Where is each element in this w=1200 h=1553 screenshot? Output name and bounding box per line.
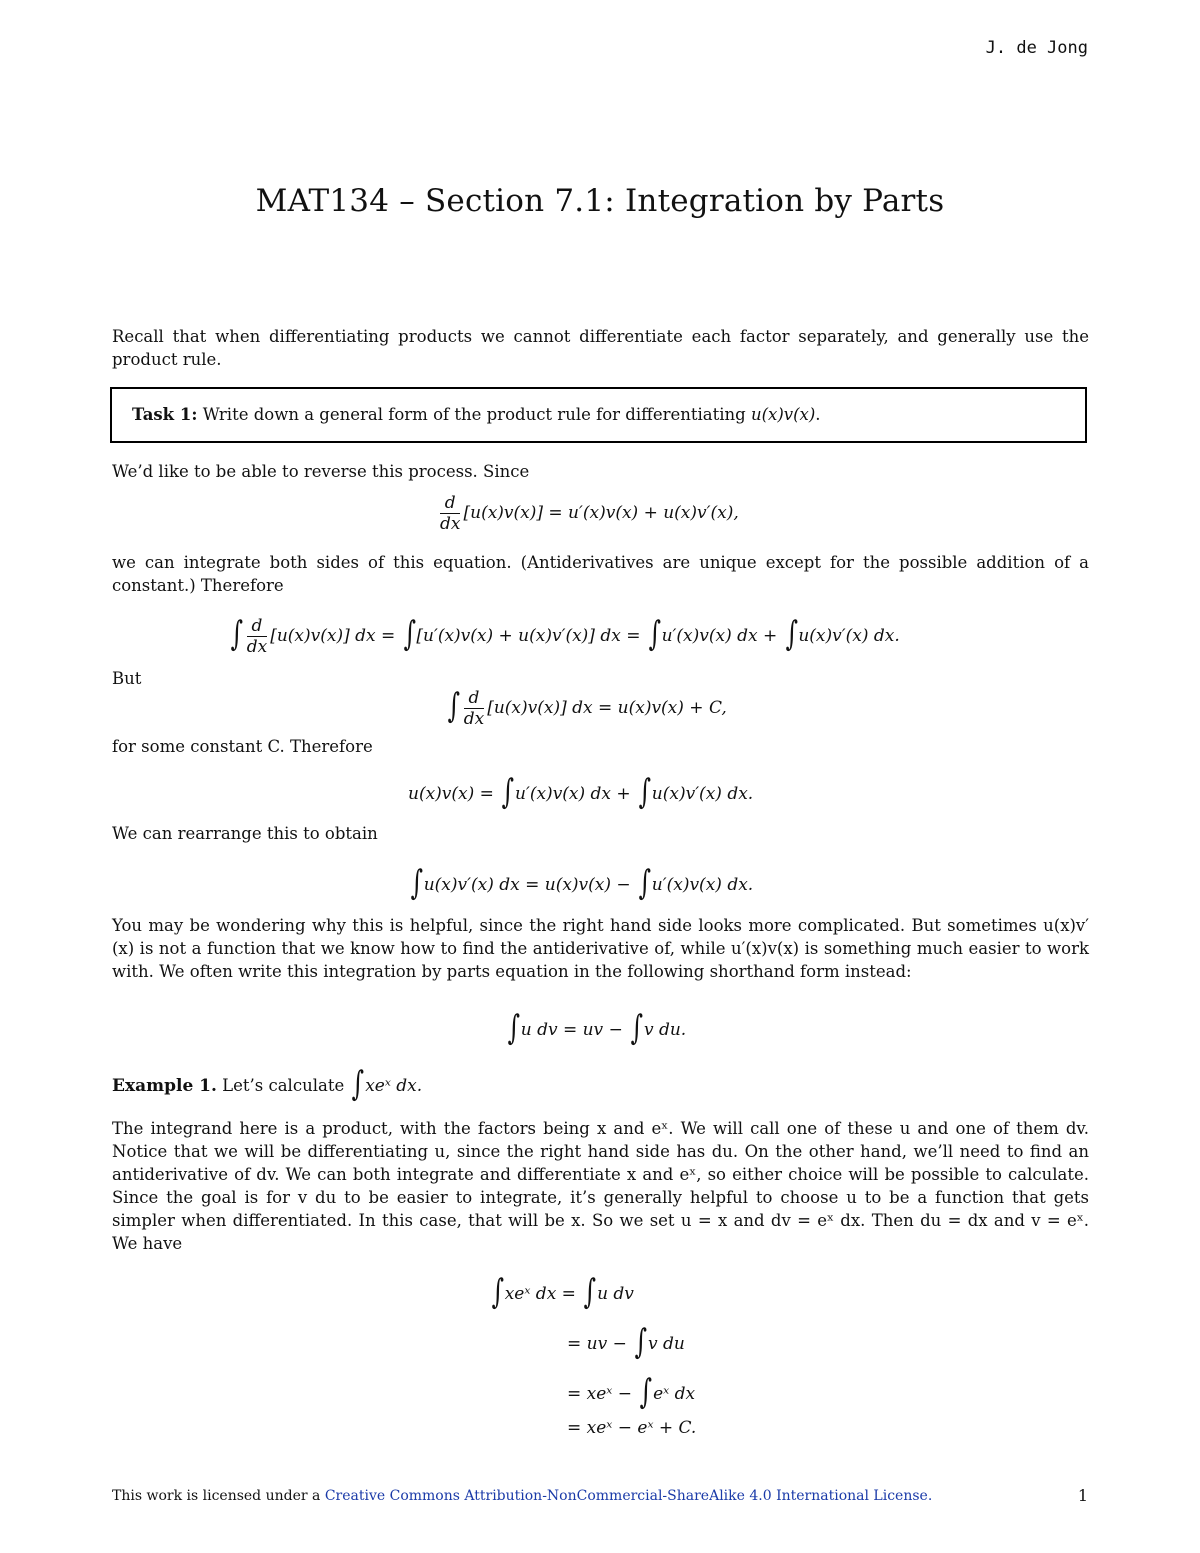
reverse-paragraph: We’d like to be able to reverse this process. Since — [112, 462, 530, 481]
example-math: xeˣ dx. — [365, 1076, 423, 1096]
but-paragraph: But — [112, 669, 142, 688]
page-number: 1 — [1077, 1486, 1088, 1505]
example-heading: Example 1. Let’s calculate ∫xeˣ dx. — [112, 1064, 423, 1104]
aligned-line-2: = uv − ∫v du — [567, 1322, 685, 1362]
equation-antiderivative: ∫ $\frac{d}{dx}$ [u(x)v(x)] dx = u(x)v(x) + C, — [447, 686, 727, 729]
task-line — [132, 405, 821, 424]
derivative-fraction: $\frac{d}{dx}$ — [440, 493, 461, 534]
equation-product-rule: $\frac{d}{dx}$ [u(x)v(x)] = u′(x)v(x) + u(x)v′(x), — [440, 493, 739, 534]
example-text: Let’s calculate — [222, 1076, 345, 1095]
equation-shorthand: ∫u dv = uv − ∫v du. — [507, 1008, 687, 1048]
author-name: J. de Jong — [985, 38, 1088, 58]
task-end: . — [815, 405, 821, 424]
intro-paragraph: Recall that when differentiating products we cannot differentiate each factor separately, and generally use the product rule. — [112, 327, 1089, 369]
example-label: Example 1. — [112, 1076, 217, 1096]
page-title: MAT134 – Section 7.1: Integration by Parts — [255, 183, 945, 219]
equation-integration-by-parts: ∫u(x)v′(x) dx = u(x)v(x) − ∫u′(x)v(x) dx. — [410, 863, 754, 903]
example-paragraph: The integrand here is a product, with the factors being x and eˣ. We will call one of these u and one of them dv. Notice that we will be differentiating u, since the right hand side has du. On the other hand, we’ll need to find an antiderivative of dv. We can both integrate and differentiate x and eˣ, so either choice will be possible to calculate. Since the goal is for v du to be easier to integrate, it’s generally helpful to choose u to be a function that gets simpler when differentiated. In this case, that will be x. So we set u = x and dv = eˣ dx. Then du = dx and v = eˣ. We have — [112, 1119, 1089, 1253]
equation-uv: u(x)v(x) = ∫u′(x)v(x) dx + ∫u(x)v′(x) dx. — [408, 772, 754, 812]
license-footer — [112, 1488, 932, 1504]
license-prefix: This work is licensed under a — [112, 1488, 325, 1504]
task-label: Task 1: — [132, 405, 198, 424]
constant-paragraph: for some constant C. Therefore — [112, 737, 373, 756]
rearrange-paragraph: We can rearrange this to obtain — [112, 824, 378, 843]
task-math: u(x)v(x) — [750, 405, 816, 424]
aligned-line-1: ∫xeˣ dx = ∫u dv — [491, 1272, 634, 1312]
wonder-paragraph: You may be wondering why this is helpful, since the right hand side looks more complicated. But sometimes u(x)v′(x) is not a function that we know how to find the antiderivative of, while u′(x)v(x) is something much easier to work with. We often write this integration by parts equation in the following shorthand form instead: — [112, 916, 1089, 981]
aligned-line-4: = xeˣ − eˣ + C. — [567, 1418, 697, 1438]
integrate-paragraph: we can integrate both sides of this equation. (Antiderivatives are unique except for the possible addition of a constant.) Therefore — [112, 553, 1089, 595]
task-text: Write down a general form of the product rule for differentiating — [202, 405, 751, 424]
task-box — [110, 387, 1087, 443]
equation-integrate-both-sides: ∫ $\frac{d}{dx}$ [u(x)v(x)] dx = ∫[u′(x)v(x) + u(x)v′(x)] dx = ∫u′(x)v(x) dx + ∫u(x)v′(x) dx. — [230, 614, 900, 657]
aligned-line-3: = xeˣ − ∫eˣ dx — [567, 1372, 696, 1412]
license-link[interactable]: Creative Commons Attribution-NonCommercial-ShareAlike 4.0 International License. — [324, 1488, 933, 1504]
